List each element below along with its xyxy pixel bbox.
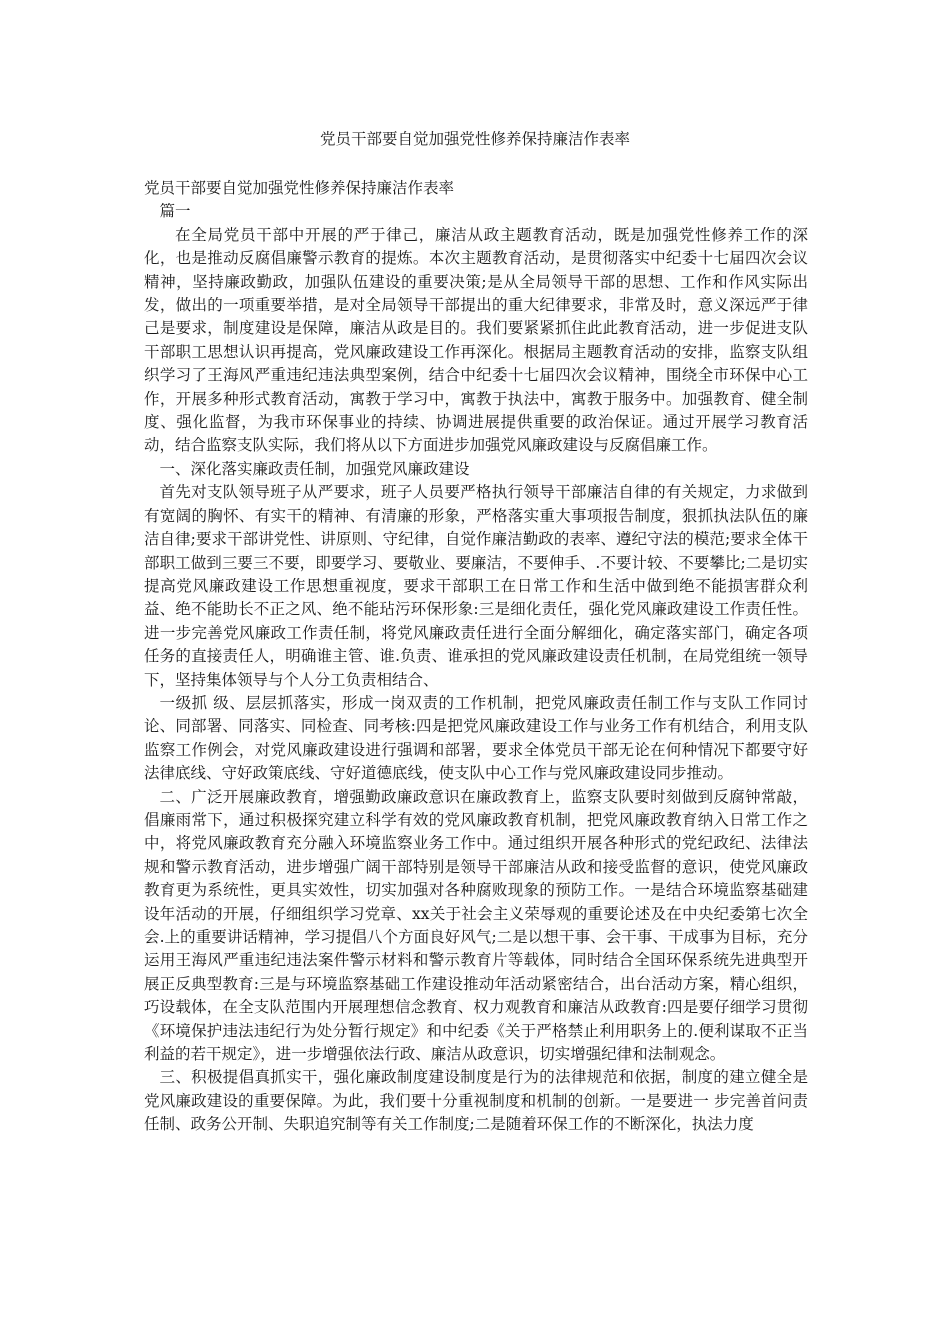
heading-section-one: 一、深化落实廉政责任制，加强党风廉政建设 <box>159 459 470 478</box>
paragraph-intro: 在全局党员干部中开展的严于律己，廉洁从政主题教育活动，既是加强党性修养工作的深化，也是推动反腐倡廉警示教育的提炼。本次主题教育活动，是贯彻落实中纪委十七届四次会议精神，坚持廉政勤政，加强队伍建设的重要决策;是从全局领导干部的思想、工作和作风实际出发，做出的一项重要举措，是对全局领导干部提出的重大纪律要求，非常及时，意义深远严于律己是要求，制度建设是保障，廉洁从政是目的。我们要紧紧抓住此此教育活动，进一步促进支队干部职工思想认识再提高，党风廉政建设工作再深化。根据局主题教育活动的安排，监察支队组织学习了王海风严重违纪违法典型案例，结合中纪委十七届四次会议精神，围绕全市环保中心工作，开展多种形式教育活动，寓教于学习中，寓教于执法中，寓教于服务中。加强教育、健全制度、强化监督，为我市环保事业的持续、协调进展提供重要的政治保证。通过开展学习教育活动，结合监察支队实际，我们将从以下方面进步加强党风廉政建设与反腐倡廉工作。 <box>144 225 808 455</box>
document-body <box>144 177 808 1137</box>
paragraph-section-two: 二、广泛开展廉政教育，增强勤政廉政意识在廉政教育上，监察支队要时刻做到反腐钟常敲，倡廉雨常下，通过积极探究建立科学有效的党风廉政教育机制，把党风廉政教育纳入日常工作之中，将党风廉政教育充分融入环境监察业务工作中。通过组织开展各种形式的党纪政纪、法律法规和警示教育活动，进步增强广阔干部特别是领导干部廉洁从政和接受监督的意识，使党风廉政教育更为系统性，更具实效性，切实加强对各种腐败现象的预防工作。一是结合环境监察基础建设年活动的开展，仔细组织学习党章、xx关于社会主义荣辱观的重要论述及在中央纪委第七次全会.上的重要讲话精神，学习提倡八个方面良好风气;二是以想干事、会干事、干成事为目标，充分运用王海风严重违纪违法案件警示材料和警示教育片等载体，同时结合全国环保系统先进典型开展正反典型教育:三是与环境监察基础工作建设推动年活动紧密结合，出台活动方案，精心组织，巧设载体，在全支队范围内开展理想信念教育、权力观教育和廉洁从政教育:四是要仔细学习贯彻《环境保护违法违纪行为处分暂行规定》和中纪委《关于严格禁止利用职务上的.便利谋取不正当利益的若干规定》，进一步增强依法行政、廉洁从政意识，切实增强纪律和法制观念。 <box>144 787 808 1064</box>
section-label: 篇一 <box>159 202 191 221</box>
paragraph-section-three: 三、积极提倡真抓实干，强化廉政制度建设制度是行为的法律规范和依据，制度的建立健全是党风廉政建设的重要保障。为此，我们要十分重视制度和机制的创新。一是要进一 步完善首问责任制、政务公开制、失职追究制等有关工作制度;二是随着环保工作的不断深化，执法力度 <box>144 1068 808 1134</box>
paragraph-section-one: 首先对支队领导班子从严要求，班子人员要严格执行领导干部廉洁自律的有关规定，力求做到有宽阔的胸怀、有实干的精神、有清廉的形象，严格落实重大事项报告制度，狠抓执法队伍的廉洁自律;要求干部讲党性、讲原则、守纪律，自觉作廉洁勤政的表率、遵纪守法的模范;要求全体干部职工做到三要三不要，即要学习、要敬业、要廉洁，不要伸手、.不要计较、不要攀比;二是切实提高党风廉政建设工作思想重视度，要求干部职工在日常工作和生活中做到绝不能损害群众利益、绝不能助长不正之风、绝不能玷污环保形象:三是细化责任，强化党风廉政建设工作责任性。进一步完善党风廉政工作责任制，将党风廉政责任进行全面分解细化，确定落实部门，确定各项任务的直接责任人，明确谁主管、谁.负责、谁承担的党风廉政建设责任机制，在局党组统一领导下，坚持集体领导与个人分工负责相结合、 <box>144 483 808 689</box>
paragraph-section-one-continued: 一级抓 级、层层抓落实，形成一岗双责的工作机制，把党风廉政责任制工作与支队工作同讨论、同部署、同落实、同检查、同考核:四是把党风廉政建设工作与业务工作有机结合，利用支队监察工作例会，对党风廉政建设进行强调和部署，要求全体党员干部无论在何种情况下都要守好法律底线、守好政策底线、守好道德底线，使支队中心工作与党风廉政建设同步推动。 <box>144 693 808 783</box>
document-title: 党员干部要自觉加强党性修养保持廉洁作表率 <box>319 130 630 148</box>
document-subtitle: 党员干部要自觉加强党性修养保持廉洁作表率 <box>144 179 455 197</box>
